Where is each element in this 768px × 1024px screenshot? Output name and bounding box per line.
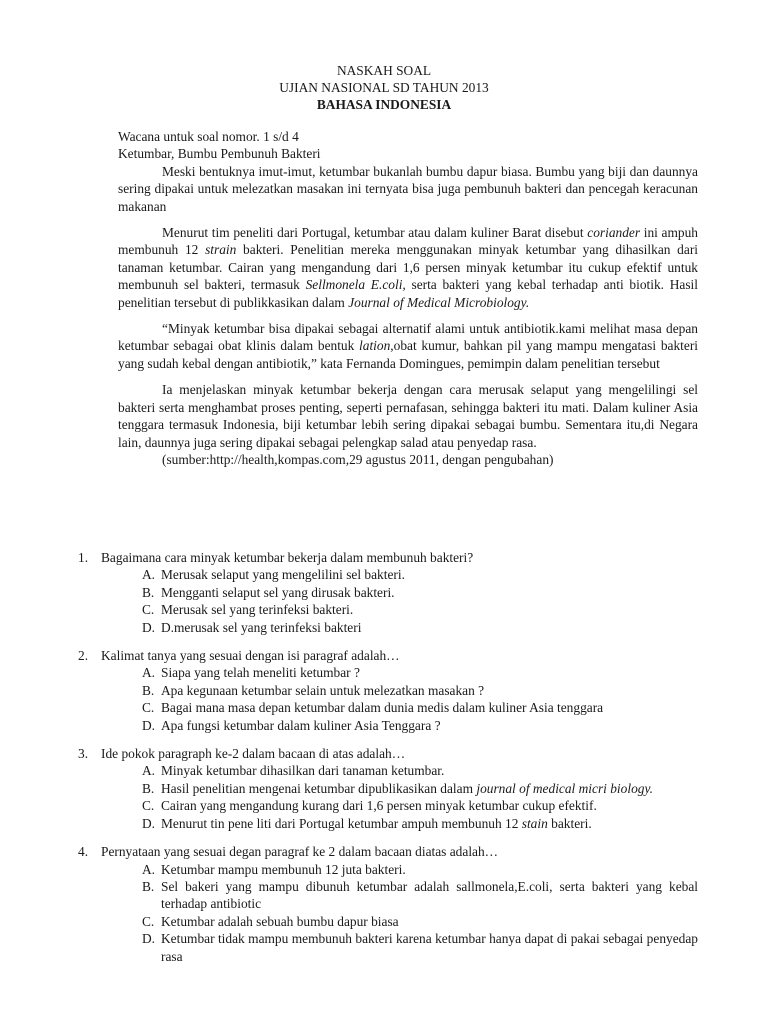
passage-paragraph-4: Ia menjelaskan minyak ketumbar bekerja dengan cara merusak selaput yang mengelilingi sel bakteri serta menghambat proses penting, seperti pernafasan, sehingga bakteri itu mati. Dalam kuliner Asia tenggara termasuk Indonesia, biji ketumbar lebih sering dipakai sebagai bumbu. Sementara itu,di Negara lain, daunnya juga sering dipakai sebagai pelengkap salad atau penyedap rasa. <box>118 382 698 450</box>
document-header <box>0 62 768 113</box>
question-number: 1. <box>78 550 89 565</box>
answer-option-a[interactable]: A. Minyak ketumbar dihasilkan dari tanaman ketumbar. <box>142 763 445 779</box>
question-3 <box>78 745 698 832</box>
answer-options <box>78 566 698 636</box>
question-text: Pernyataan yang sesuai degan paragraf ke 2 dalam bacaan diatas adalah… <box>101 844 499 860</box>
question-text: Ide pokok paragraph ke-2 dalam bacaan di atas adalah… <box>101 746 406 762</box>
question-text: Kalimat tanya yang sesuai dengan isi paragraf adalah… <box>101 648 400 664</box>
header-subject: BAHASA INDONESIA <box>316 97 452 112</box>
passage-paragraph-2: Menurut tim peneliti dari Portugal, ketumbar atau dalam kuliner Barat disebut coriander ini ampuh membunuh 12 strain bakteri. Penelitian mereka menggunakan minyak ketumbar yang dihasilkan dari tanaman ketumbar. Cairan yang mengandung dari 1,6 persen minyak ketumbar itu cukup efektif untuk membunuh sel bakteri, termasuk Sellmonela E.coli, serta bakteri yang kebal terhadap anti biotik. Hasil penelitian tersebut di publikkasikan dalam Journal of Medical Microbiology. <box>118 225 699 310</box>
passage-source: (sumber:http://health,kompas.com,29 agustus 2011, dengan pengubahan) <box>162 451 554 467</box>
answer-option-b[interactable]: B. Mengganti selaput sel yang dirusak bakteri. <box>142 584 395 600</box>
reading-passage <box>118 128 698 468</box>
answer-option-c[interactable]: C. Cairan yang mengandung kurang dari 1,6 persen minyak ketumbar cukup efektif. <box>142 798 597 814</box>
passage-paragraph-1: Meski bentuknya imut-imut, ketumbar bukanlah bumbu dapur biasa. Bumbu yang biji dan daunnya sering dipakai untuk melezatkan masakan ini ternyata bisa juga pembunuh bakteri dan pencegah keracunan makanan <box>118 163 698 214</box>
passage-paragraph-3: “Minyak ketumbar bisa dipakai sebagai alternatif alami untuk antibiotik.kami melihat masa depan ketumbar sebagai obat klinis dalam bentuk lation,obat kumur, bahkan pil yang mampu mengatasi bakteri yang sudah kebal dengan antibiotik,” kata Fernanda Domingues, pemimpin dalam penelitian tersebut <box>118 321 698 371</box>
header-exam: UJIAN NASIONAL SD TAHUN 2013 <box>279 80 489 95</box>
passage-title: Ketumbar, Bumbu Pembunuh Bakteri <box>118 146 321 162</box>
answer-option-a[interactable]: A. Merusak selaput yang mengelilini sel bakteri. <box>142 567 405 583</box>
answer-option-b[interactable]: B. Sel bakeri yang mampu dibunuh ketumbar adalah sallmonela,E.coli, serta bakteri yang kebal terhadap antibiotic <box>142 878 698 912</box>
answer-option-c[interactable]: C. Ketumbar adalah sebuah bumbu dapur biasa <box>142 913 399 929</box>
answer-option-a[interactable]: A. Siapa yang telah meneliti ketumbar ? <box>142 665 360 681</box>
answer-option-c[interactable]: C. Merusak sel yang terinfeksi bakteri. <box>142 602 354 618</box>
answer-options <box>78 664 698 734</box>
passage-intro: Wacana untuk soal nomor. 1 s/d 4 <box>118 129 299 144</box>
answer-option-b[interactable]: B. Hasil penelitian mengenai ketumbar dipublikasikan dalam journal of medical micri biology. <box>142 780 654 796</box>
answer-option-c[interactable]: C. Bagai mana masa depan ketumbar dalam dunia medis dalam kuliner Asia tenggara <box>142 700 604 716</box>
header-title: NASKAH SOAL <box>336 63 432 78</box>
question-number: 3. <box>78 746 89 762</box>
answer-option-d[interactable]: D. Apa fungsi ketumbar dalam kuliner Asia Tenggara ? <box>142 717 441 733</box>
answer-options <box>78 861 698 965</box>
question-4 <box>78 843 698 965</box>
answer-option-d[interactable]: D. Ketumbar tidak mampu membunuh bakteri karena ketumbar hanya dapat di pakai sebagai penyedap rasa <box>142 931 698 964</box>
question-2 <box>78 647 698 734</box>
answer-option-d[interactable]: D. Menurut tin pene liti dari Portugal ketumbar ampuh membunuh 12 stain bakteri. <box>142 815 592 831</box>
answer-option-a[interactable]: A. Ketumbar mampu membunuh 12 juta bakteri. <box>142 861 406 877</box>
answer-option-d[interactable]: D. D.merusak sel yang terinfeksi bakteri <box>142 619 362 635</box>
question-number: 4. <box>78 844 89 860</box>
question-text: Bagaimana cara minyak ketumbar bekerja dalam membunuh bakteri? <box>101 550 474 565</box>
answer-option-b[interactable]: B. Apa kegunaan ketumbar selain untuk melezatkan masakan ? <box>142 682 485 698</box>
question-list <box>78 549 698 976</box>
question-1 <box>78 549 698 636</box>
question-number: 2. <box>78 648 89 664</box>
answer-options <box>78 762 698 832</box>
